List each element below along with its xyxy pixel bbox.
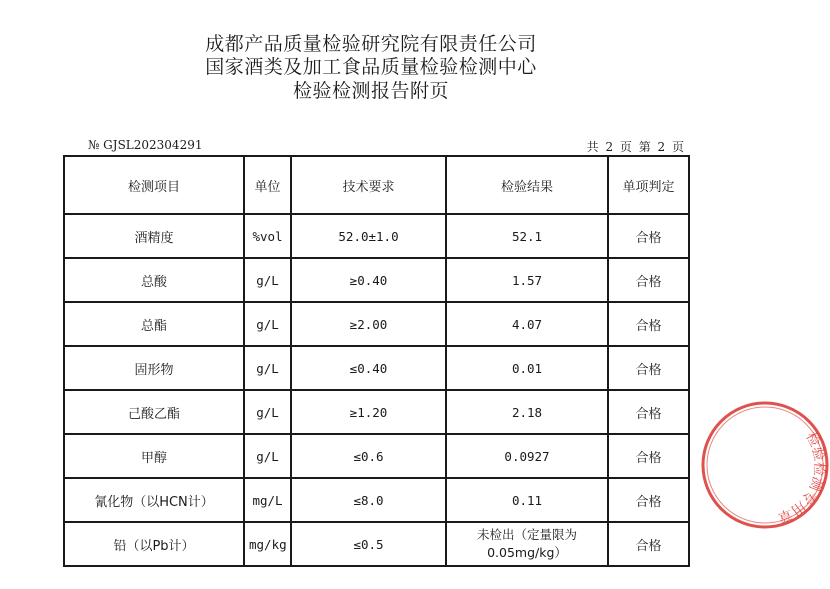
cell-requirement: ≥2.00 [291, 302, 446, 346]
cell-requirement: ≥0.40 [291, 258, 446, 302]
cell-requirement: 52.0±1.0 [291, 214, 446, 258]
col-header-requirement: 技术要求 [291, 156, 446, 214]
cell-item: 铅（以Pb计） [64, 522, 244, 566]
col-header-result: 检验结果 [446, 156, 608, 214]
cell-result: 1.57 [446, 258, 608, 302]
cell-result: 52.1 [446, 214, 608, 258]
cell-unit: mg/kg [244, 522, 291, 566]
cell-item: 氰化物（以HCN计） [64, 478, 244, 522]
table-row [64, 302, 689, 346]
cell-verdict: 合格 [608, 214, 689, 258]
table-row [64, 478, 689, 522]
cell-result [446, 522, 608, 566]
table-row [64, 214, 689, 258]
cell-verdict: 合格 [608, 434, 689, 478]
table-row [64, 346, 689, 390]
svg-text:检验检测专用章 [775, 429, 828, 526]
seal-text: 检验检测专用章 [775, 429, 828, 526]
cell-requirement: ≤0.6 [291, 434, 446, 478]
table-row [64, 522, 689, 566]
page-indicator: 共 2 页 第 2 页 [586, 140, 684, 154]
cell-result: 0.01 [446, 346, 608, 390]
cell-verdict: 合格 [608, 478, 689, 522]
cell-unit: %vol [244, 214, 291, 258]
cell-requirement: ≥1.20 [291, 390, 446, 434]
cell-item: 己酸乙酯 [64, 390, 244, 434]
cell-verdict: 合格 [608, 302, 689, 346]
table-header-row [64, 156, 689, 214]
cell-unit: g/L [244, 258, 291, 302]
cell-item: 固形物 [64, 346, 244, 390]
cell-result: 4.07 [446, 302, 608, 346]
col-header-verdict: 单项判定 [608, 156, 689, 214]
col-header-unit: 单位 [244, 156, 291, 214]
cell-item: 总酯 [64, 302, 244, 346]
official-seal-icon [700, 400, 830, 530]
cell-verdict: 合格 [608, 258, 689, 302]
results-table [63, 155, 690, 567]
cell-result-line: 0.05mg/kg） [487, 545, 567, 560]
cell-unit: g/L [244, 390, 291, 434]
cell-result: 0.0927 [446, 434, 608, 478]
report-number: № GJSL202304291 [88, 138, 203, 152]
cell-item: 甲醇 [64, 434, 244, 478]
cell-unit: mg/L [244, 478, 291, 522]
institute-name: 成都产品质量检验研究院有限责任公司 [205, 33, 537, 55]
cell-item: 总酸 [64, 258, 244, 302]
cell-result: 0.11 [446, 478, 608, 522]
col-header-item: 检测项目 [64, 156, 244, 214]
cell-requirement: ≤8.0 [291, 478, 446, 522]
cell-requirement: ≤0.5 [291, 522, 446, 566]
cell-result: 2.18 [446, 390, 608, 434]
table-row [64, 390, 689, 434]
cell-verdict: 合格 [608, 346, 689, 390]
cell-verdict: 合格 [608, 390, 689, 434]
cell-requirement: ≤0.40 [291, 346, 446, 390]
cell-result-line: 未检出（定量限为 [476, 527, 577, 542]
cell-verdict: 合格 [608, 522, 689, 566]
cell-unit: g/L [244, 302, 291, 346]
center-name: 国家酒类及加工食品质量检验检测中心 [205, 56, 537, 78]
cell-unit: g/L [244, 434, 291, 478]
table-row [64, 258, 689, 302]
page-title: 检验检测报告附页 [292, 80, 449, 102]
cell-item: 酒精度 [64, 214, 244, 258]
table-row [64, 434, 689, 478]
cell-unit: g/L [244, 346, 291, 390]
